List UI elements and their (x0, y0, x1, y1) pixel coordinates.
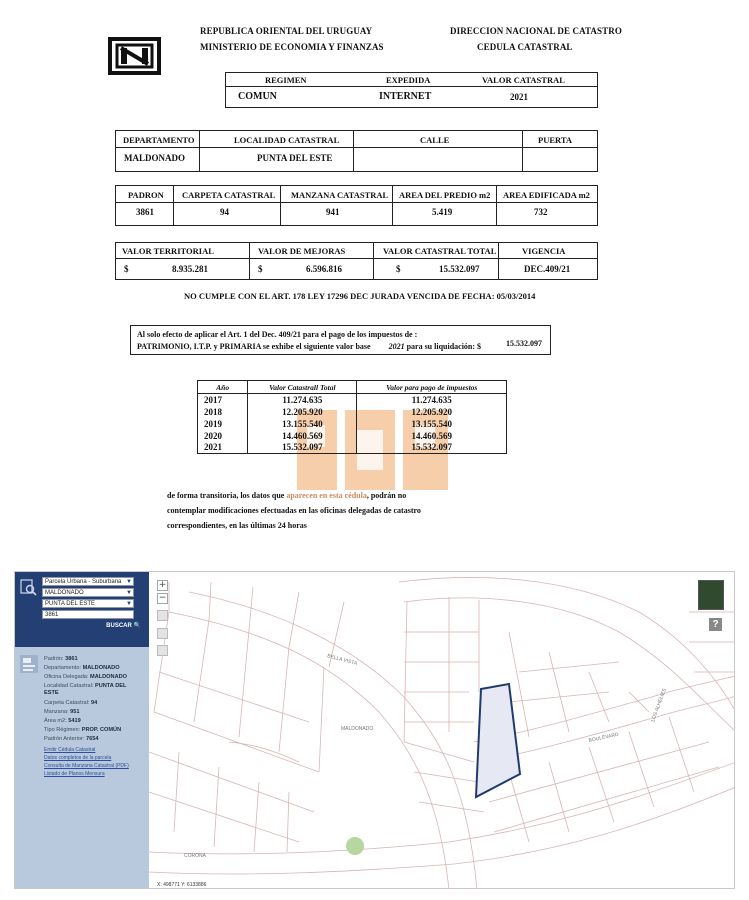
home-tool-icon[interactable] (157, 610, 168, 621)
tax-cell: 14.460.569 (357, 430, 507, 442)
area-predio-label: AREA DEL PREDIO m2 (399, 190, 491, 200)
localidad-select-value: PUNTA DEL ESTE (45, 601, 96, 607)
layers-tool-icon[interactable] (157, 645, 168, 656)
valor-catastral-label: VALOR CATASTRAL (482, 75, 565, 85)
map-label-bella-vista: BELLA VISTA (326, 653, 358, 667)
header-direction: DIRECCION NACIONAL DE CATASTRO (450, 26, 622, 36)
departamento-label: DEPARTAMENTO (123, 135, 195, 145)
zoom-out-button[interactable]: − (158, 593, 167, 603)
info-localidad (44, 683, 126, 690)
info-oficina (44, 674, 127, 681)
info-value: ESTE (44, 690, 59, 696)
map-label-corona: CORONA (184, 853, 206, 859)
info-value: 94 (90, 700, 98, 706)
header-ministry: MINISTERIO DE ECONOMIA Y FINANZAS (200, 42, 384, 52)
info-padron (44, 656, 78, 663)
chevron-down-icon: ▼ (126, 590, 132, 596)
disclaimer-text (167, 488, 421, 533)
info-label: Área m2: (44, 718, 69, 724)
search-panel (15, 572, 149, 647)
info-label: Departamento: (44, 665, 83, 671)
localidad-value: PUNTA DEL ESTE (257, 153, 333, 163)
padron-input-value: 3861 (45, 612, 59, 618)
link-planos-mensura[interactable]: Listado de Planos Mensura (44, 771, 105, 777)
basemap-thumbnail[interactable] (698, 580, 724, 610)
tax-cell: 12.205.920 (357, 406, 507, 418)
col-year-header: Año (198, 381, 248, 394)
header-doc-title: CEDULA CATASTRAL (477, 42, 573, 52)
puerta-label: PUERTA (538, 135, 573, 145)
buscar-label: BUSCAR (106, 623, 132, 629)
info-manzana (44, 709, 79, 716)
info-regimen (44, 727, 121, 734)
departamento-value: MALDONADO (124, 153, 185, 163)
link-manzana-pdf[interactable]: Consulta de Manzana Catastral (PDF) (44, 763, 129, 769)
currency-symbol: $ (258, 264, 263, 274)
parcel-type-value: Parcela Urbana - Suburbana (45, 579, 122, 585)
disclaimer-highlight: aparecen en esta cédula (286, 491, 367, 500)
info-label: Manzana: (44, 709, 71, 715)
year-cell: 2020 (198, 430, 248, 442)
catastro-logo-icon (107, 36, 162, 76)
departamento-select-value: MALDONADO (45, 590, 84, 596)
compliance-notice: NO CUMPLE CON EL ART. 178 LEY 17296 DEC JURADA VENCIDA DE FECHA: 05/03/2014 (184, 291, 536, 301)
disclaimer-line2: contemplar modificaciones efectuadas en las oficinas delegadas de catastro (167, 506, 421, 515)
liquidacion-line1: Al solo efecto de aplicar el Art. 1 del Dec. 409/21 para el pago de los impuestos de : (137, 330, 418, 339)
selected-parcel[interactable] (476, 684, 520, 797)
info-value: 7654 (85, 736, 99, 742)
vigencia-label: VIGENCIA (522, 246, 566, 256)
map-viewer (14, 571, 735, 889)
map-label-boulevard: BOULEVARD (588, 731, 620, 744)
col-tax-header: Valor para pago de impuestos (357, 381, 507, 394)
total-cell: 13.155.540 (248, 418, 357, 430)
parcel-search-icon (19, 578, 37, 596)
help-button[interactable]: ? (709, 618, 722, 631)
search-icon: 🔍 (133, 623, 141, 629)
year-cell: 2018 (198, 406, 248, 418)
carpeta-value: 94 (220, 207, 229, 217)
parcel-type-select[interactable] (42, 577, 134, 586)
localidad-select[interactable] (42, 599, 134, 608)
valor-mejoras-value: 6.596.816 (306, 264, 342, 274)
link-datos-parcela[interactable]: Datos completos de la parcela (44, 755, 112, 761)
calle-label: CALLE (420, 135, 450, 145)
table-row (198, 394, 507, 406)
info-value: PUNTA DEL (95, 683, 127, 689)
padron-label: PADRON (128, 190, 164, 200)
link-emitir-cedula[interactable]: Emitir Cédula Catastral (44, 747, 96, 753)
liquidacion-year: 2021 (388, 342, 405, 351)
map-canvas[interactable] (149, 572, 735, 889)
valor-territorial-label: VALOR TERRITORIAL (122, 246, 214, 256)
valor-catastral-year: 2021 (510, 92, 528, 102)
disclaimer-line3: correspondientes, en las últimas 24 horas (167, 521, 307, 530)
table-row (198, 418, 507, 430)
header-country: REPUBLICA ORIENTAL DEL URUGUAY (200, 26, 373, 36)
zoom-in-button[interactable]: + (158, 580, 167, 590)
info-value: MALDONADO (82, 665, 120, 671)
disclaimer-line1a: de forma transitoria, los datos que (167, 491, 287, 500)
info-label: Carpeta Catastral: (44, 700, 91, 706)
departamento-select[interactable] (42, 588, 134, 597)
buscar-button[interactable] (106, 622, 141, 629)
info-value: MALDONADO (90, 674, 128, 680)
valor-total-value: 15.532.097 (439, 264, 480, 274)
manzana-label: MANZANA CATASTRAL (291, 190, 389, 200)
parcel-map[interactable] (149, 572, 735, 889)
currency-symbol: $ (124, 264, 129, 274)
info-value: 5419 (68, 718, 81, 724)
parcel-info-icon (19, 654, 39, 674)
info-label: Padrón: (44, 656, 66, 662)
valor-territorial-value: 8.935.281 (172, 264, 208, 274)
col-total-header: Valor Catastrall Total (248, 381, 357, 394)
tax-cell: 11.274.635 (357, 394, 507, 406)
year-cell: 2017 (198, 394, 248, 406)
map-label-los-alhelies: LOS ALHELIES (650, 687, 668, 723)
info-value: 3861 (65, 656, 78, 662)
liquidacion-amount: 15.532.097 (506, 339, 542, 348)
info-label: Localidad Catastral: (44, 683, 95, 689)
info-departamento (44, 665, 120, 672)
year-cell: 2021 (198, 442, 248, 454)
tax-cell: 13.155.540 (357, 418, 507, 430)
info-carpeta (44, 700, 97, 707)
liquidacion-box (130, 325, 551, 355)
table-row (198, 442, 507, 454)
total-cell: 12.205.920 (248, 406, 357, 418)
coordinate-readout: X: 498771 Y: 6133886 (157, 882, 207, 888)
chevron-down-icon: ▼ (126, 579, 132, 585)
regimen-label: REGIMEN (265, 75, 307, 85)
map-label-maldonado: MALDONADO (341, 726, 374, 732)
tree-marker-icon (346, 837, 364, 855)
info-value: PROP. COMÚN (81, 727, 122, 733)
info-label: Padrón Anterior: (44, 736, 86, 742)
tax-cell: 15.532.097 (357, 442, 507, 454)
area-predio-value: 5.419 (432, 207, 453, 217)
total-cell: 11.274.635 (248, 394, 357, 406)
disclaimer-line1b: , podrán no (366, 491, 407, 500)
viewer-sidebar (15, 572, 149, 889)
liquidacion-suffix: para su liquidación: $ (406, 342, 482, 351)
carpeta-label: CARPETA CATASTRAL (182, 190, 276, 200)
vigencia-value: DEC.409/21 (524, 264, 571, 274)
info-area (44, 718, 81, 725)
manzana-value: 941 (326, 207, 340, 217)
historical-values-table (197, 380, 507, 454)
padron-value: 3861 (136, 207, 154, 217)
expedida-label: EXPEDIDA (386, 75, 431, 85)
valor-total-label: VALOR CATASTRAL TOTAL (383, 246, 497, 256)
currency-symbol: $ (396, 264, 401, 274)
localidad-label: LOCALIDAD CATASTRAL (234, 135, 340, 145)
info-padron-anterior (44, 736, 98, 743)
padron-input[interactable] (42, 610, 134, 619)
total-cell: 15.532.097 (248, 442, 357, 454)
expedida-value: INTERNET (379, 91, 432, 102)
measure-tool-icon[interactable] (157, 628, 168, 639)
area-edificada-value: 732 (534, 207, 548, 217)
year-cell: 2019 (198, 418, 248, 430)
info-label: Oficina Delegada: (44, 674, 91, 680)
info-localidad-cont (44, 690, 59, 697)
chevron-down-icon: ▼ (126, 601, 132, 607)
total-cell: 14.460.569 (248, 430, 357, 442)
area-edificada-label: AREA EDIFICADA m2 (503, 190, 590, 200)
table-row (198, 406, 507, 418)
liquidacion-line2: PATRIMONIO, I.T.P. y PRIMARIA se exhibe el siguiente valor base (137, 342, 371, 351)
table-row (198, 430, 507, 442)
valor-mejoras-label: VALOR DE MEJORAS (258, 246, 346, 256)
info-value: 951 (70, 709, 80, 715)
info-label: Tipo Régimen: (44, 727, 82, 733)
regimen-value: COMUN (238, 91, 277, 102)
